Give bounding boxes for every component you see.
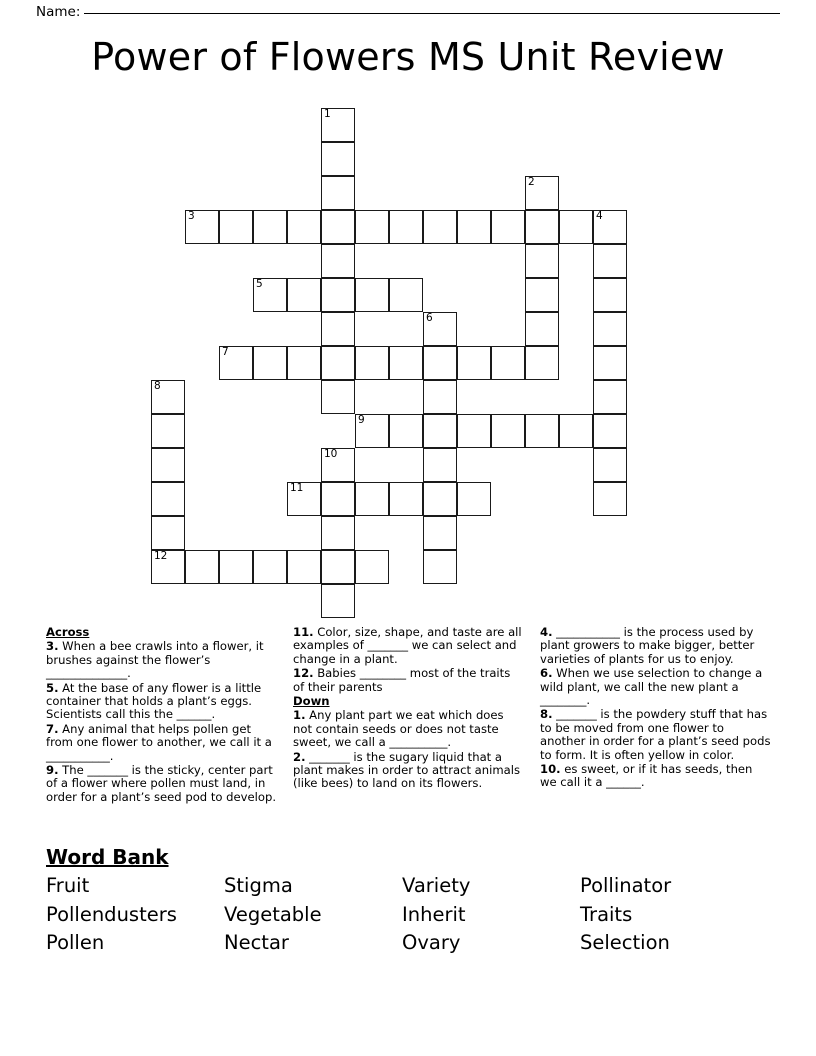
grid-cell[interactable]: [491, 210, 525, 244]
grid-cell[interactable]: [423, 482, 457, 516]
grid-cell-numbered-7[interactable]: [219, 346, 253, 380]
clue-across-12: [293, 667, 524, 694]
clue-across-11: [293, 626, 524, 666]
grid-cell[interactable]: [151, 516, 185, 550]
clue-text: Color, size, shape, and taste are all examples of _______ we can select and change in a plant.: [293, 625, 522, 666]
grid-cell[interactable]: [321, 516, 355, 550]
grid-cell[interactable]: [491, 346, 525, 380]
word-bank-word: Stigma: [224, 874, 293, 897]
grid-cell[interactable]: [525, 210, 559, 244]
grid-cell-numbered-2[interactable]: [525, 176, 559, 210]
grid-cell-numbered-1[interactable]: [321, 108, 355, 142]
grid-cell[interactable]: [389, 278, 423, 312]
grid-cell[interactable]: [525, 278, 559, 312]
clue-number: 8.: [540, 707, 553, 722]
grid-cell-number: 7: [222, 346, 229, 358]
grid-cell[interactable]: [321, 584, 355, 618]
grid-cell[interactable]: [321, 210, 355, 244]
grid-cell[interactable]: [321, 380, 355, 414]
grid-cell[interactable]: [321, 244, 355, 278]
clue-down-10: [540, 763, 771, 790]
grid-cell-number: 9: [358, 414, 365, 426]
grid-cell-numbered-8[interactable]: [151, 380, 185, 414]
word-bank-word: Pollinator: [580, 874, 672, 897]
grid-cell[interactable]: [321, 312, 355, 346]
grid-cell-number: 10: [324, 448, 338, 460]
word-bank-word: Fruit: [46, 874, 90, 897]
clue-text: ___________ is the process used by plant growers to make bigger, better varieties of plants for us to enjoy.: [540, 625, 755, 666]
grid-cell-numbered-6[interactable]: [423, 312, 457, 346]
word-bank-word: Nectar: [224, 931, 289, 954]
grid-cell[interactable]: [525, 414, 559, 448]
grid-cell[interactable]: [355, 210, 389, 244]
clue-number: 5.: [46, 680, 59, 695]
clue-number: 1.: [293, 708, 306, 723]
clue-number: 2.: [293, 749, 306, 764]
grid-cell[interactable]: [593, 244, 627, 278]
grid-cell[interactable]: [423, 380, 457, 414]
grid-cell[interactable]: [287, 550, 321, 584]
clue-text: _______ is the powdery stuff that has to be moved from one flower to another in order for a plant’s seed pods to form. It is often yellow in color.: [540, 707, 771, 762]
grid-cell-numbered-5[interactable]: [253, 278, 287, 312]
grid-cell[interactable]: [423, 210, 457, 244]
clue-down-4: [540, 626, 771, 666]
grid-cell[interactable]: [423, 448, 457, 482]
grid-cell[interactable]: [151, 414, 185, 448]
grid-cell[interactable]: [355, 550, 389, 584]
down-heading: Down: [293, 694, 330, 709]
grid-cell[interactable]: [457, 414, 491, 448]
grid-cell[interactable]: [593, 414, 627, 448]
grid-cell-numbered-11[interactable]: [287, 482, 321, 516]
clue-text: Any animal that helps pollen get from one flower to another, we call it a ___________.: [46, 721, 272, 763]
clue-number: 11.: [293, 625, 314, 639]
grid-cell[interactable]: [525, 312, 559, 346]
grid-cell[interactable]: [389, 414, 423, 448]
clue-text: Any plant part we eat which does not contain seeds or does not taste sweet, we call a __________.: [293, 708, 504, 750]
grid-cell-numbered-3[interactable]: [185, 210, 219, 244]
word-bank-word: Selection: [580, 931, 670, 954]
grid-cell[interactable]: [389, 482, 423, 516]
grid-cell[interactable]: [151, 448, 185, 482]
grid-cell[interactable]: [287, 278, 321, 312]
grid-cell[interactable]: [321, 142, 355, 176]
grid-cell[interactable]: [321, 550, 355, 584]
grid-cell[interactable]: [423, 346, 457, 380]
grid-cell[interactable]: [389, 210, 423, 244]
clue-number: 6.: [540, 666, 553, 681]
grid-cell[interactable]: [423, 516, 457, 550]
grid-cell[interactable]: [321, 176, 355, 210]
clue-text: es sweet, or if it has seeds, then we call it a ______.: [540, 762, 753, 790]
grid-cell[interactable]: [151, 482, 185, 516]
word-bank-word: Traits: [580, 902, 633, 926]
clue-down-2: [293, 751, 524, 791]
grid-cell-numbered-12[interactable]: [151, 550, 185, 584]
grid-cell[interactable]: [389, 346, 423, 380]
grid-cell[interactable]: [219, 210, 253, 244]
grid-cell[interactable]: [321, 346, 355, 380]
word-bank-word: Pollen: [46, 931, 105, 954]
grid-cell[interactable]: [593, 346, 627, 380]
grid-cell[interactable]: [253, 550, 287, 584]
word-bank-word: Vegetable: [224, 902, 322, 926]
clue-text: Babies ________ most of the traits of their parents: [293, 666, 511, 694]
clue-text: The _______ is the sticky, center part of a flower where pollen must land, in order for a plant’s seed pod to develop.: [46, 763, 277, 804]
word-bank-word: Inherit: [402, 902, 466, 926]
grid-cell[interactable]: [355, 278, 389, 312]
clue-down-6: [540, 667, 771, 707]
clue-text: At the base of any flower is a little container that holds a plant’s eggs. Scientists call this the ______.: [46, 680, 262, 722]
grid-cell[interactable]: [287, 346, 321, 380]
grid-cell-number: 2: [528, 176, 535, 188]
clue-across-3: [46, 640, 277, 680]
clue-text: _______ is the sugary liquid that a plant makes in order to attract animals (like bees) to land on its flowers.: [293, 749, 521, 791]
page-title: Power of Flowers MS Unit Review: [91, 35, 725, 79]
grid-cell-number: 5: [256, 278, 263, 290]
grid-cell[interactable]: [593, 312, 627, 346]
clues-section: [46, 626, 772, 805]
clue-number: 10.: [540, 762, 561, 777]
word-bank-list: [46, 872, 772, 958]
clue-column-3: [540, 626, 771, 805]
clue-number: 7.: [46, 721, 59, 736]
clue-down-8: [540, 708, 771, 762]
clue-number: 9.: [46, 763, 59, 778]
clue-number: 12.: [293, 666, 314, 681]
word-bank-word: Ovary: [402, 931, 461, 954]
grid-cell[interactable]: [355, 346, 389, 380]
grid-cell-number: 1: [324, 108, 331, 120]
grid-cell[interactable]: [253, 346, 287, 380]
grid-cell[interactable]: [593, 380, 627, 414]
grid-cell[interactable]: [423, 550, 457, 584]
grid-cell-numbered-10[interactable]: [321, 448, 355, 482]
clue-down-1: [293, 709, 524, 749]
across-heading: Across: [46, 625, 90, 639]
grid-cell[interactable]: [423, 414, 457, 448]
grid-cell-number: 6: [426, 312, 433, 324]
grid-cell-number: 4: [596, 210, 603, 222]
word-bank-word: Pollendusters: [46, 902, 177, 926]
grid-cell[interactable]: [593, 448, 627, 482]
clue-column-2: [293, 626, 524, 805]
grid-cell[interactable]: [185, 550, 219, 584]
grid-cell-number: 12: [154, 550, 168, 562]
clue-number: 4.: [540, 625, 553, 639]
grid-cell[interactable]: [457, 482, 491, 516]
grid-cell[interactable]: [355, 482, 389, 516]
word-bank-word: Variety: [402, 874, 471, 897]
grid-cell-numbered-9[interactable]: [355, 414, 389, 448]
grid-cell[interactable]: [219, 550, 253, 584]
grid-cell[interactable]: [525, 244, 559, 278]
clue-text: When a bee crawls into a flower, it brushes against the flower’s ______________.: [46, 639, 264, 681]
grid-cell-number: 11: [290, 482, 304, 494]
clue-column-1: [46, 626, 277, 805]
grid-cell[interactable]: [593, 482, 627, 516]
grid-cell[interactable]: [559, 414, 593, 448]
grid-cell[interactable]: [321, 278, 355, 312]
grid-cell[interactable]: [253, 210, 287, 244]
grid-cell[interactable]: [321, 482, 355, 516]
word-bank-title: Word Bank: [46, 845, 169, 869]
grid-cell[interactable]: [287, 210, 321, 244]
clue-across-7: [46, 723, 277, 763]
clue-text: When we use selection to change a wild plant, we call the new plant a ________.: [540, 666, 763, 708]
grid-cell-numbered-4[interactable]: [593, 210, 627, 244]
grid-cell-number: 8: [154, 380, 161, 392]
clue-across-9: [46, 764, 277, 804]
grid-cell[interactable]: [457, 210, 491, 244]
grid-cell[interactable]: [491, 414, 525, 448]
grid-cell[interactable]: [559, 210, 593, 244]
grid-cell[interactable]: [525, 346, 559, 380]
clue-across-5: [46, 682, 277, 722]
grid-cell-number: 3: [188, 210, 195, 222]
grid-cell[interactable]: [593, 278, 627, 312]
grid-cell[interactable]: [457, 346, 491, 380]
clue-number: 3.: [46, 639, 59, 654]
name-label: Name:: [36, 4, 81, 20]
